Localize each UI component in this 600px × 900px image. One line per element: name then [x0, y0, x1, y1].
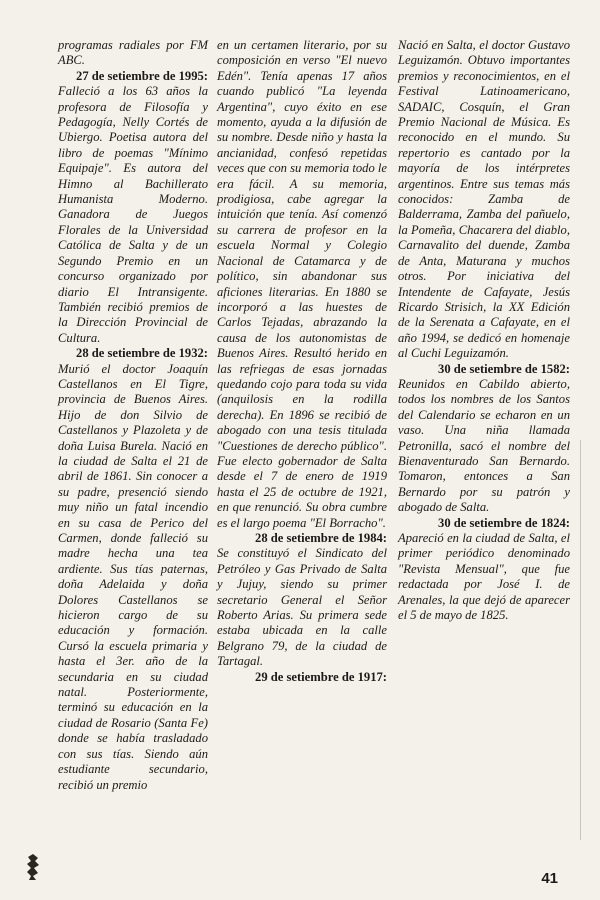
body-text: Falleció a los 63 años la profesora de Filosofía y Pedagogía, Nelly Cortés de Ubiergo. Poetisa autora del libro de poemas "Mínimo Equipaje". Es autora del Himno al Bachillerato Humanista Moderno. Ganadora de Juegos Florales de la Universidad Católica de Salta y de un Segundo Premio en un concurso organizado por diario El Intransigente. También recibió premios de la Dirección Provincial de Cultura. — [58, 84, 208, 345]
body-text: Apareció en la ciudad de Salta, el primer periódico denominado "Revista Mensual", que fue redactada por José I. de Arenales, la que dejó de aparecer el 5 de mayo de 1825. — [398, 531, 570, 623]
body-text: Murió el doctor Joaquín Castellanos en El Tigre, provincia de Buenos Aires. Hijo de don Silvio de Castellanos y Plazoleta y de doña Luisa Burela. Nació en la ciudad de Salta el 21 de abril de 1861. Sin conocer a su padre, presenció siendo muy niño un fatal incendio en su casa de Perico del Carmen, donde falleció su madre hecha una tea ardiente. Sus tías paternas, doña Adelaida y doña Dolores Castellanos se hicieron cargo de su educación y formación. Cursó la escuela primaria y hasta el 3er. año de la secundaria en su ciudad natal. Posteriormente, terminó su educación en la ciudad de Rosario (Santa Fe) donde se había trasladado con sus tías. Siendo aún estudiante secundario, recibió un premio — [58, 361, 208, 792]
body-text: Se constituyó el Sindicato del Petróleo y Gas Privado de Salta y Jujuy, siendo su primer secretario General el Señor Roberto Arias. Su primera sede estaba ubicada en la calle Belgrano 79, de la ciudad de Tartagal. — [217, 546, 387, 669]
body-text: en un certamen literario, por su composición en verso "El nuevo Edén". Tenía apenas 17 años cuando publicó "La leyenda Argentina", cuyo éxito en ese momento, ayuda a la difusión de su nombre. Desde niño y hasta la ancianidad, confesó repetidas veces que con su memoria todo le era fácil. A su memoria, prodigiosa, cabe agregar la intuición que tenía. Así comenzó su carrera de profesor en la escuela Normal y Colegio Nacional de Catamarca y de político, sin abandonar sus aficiones literarias. En 1880 se incorporó a las huestes de Carlos Tejadas, abrazando la causa de los autonomistas de Buenos Aires. Resultó herido en las refriegas de esas jornadas quedando cojo para toda su vida (anquilosis en la rodilla derecha). En 1896 se recibió de abogado con una tesis titulada "Cuestiones de derecho público". Fue electo gobernador de Salta desde el 7 de enero de 1919 hasta el 25 de octubre de 1921, en que renunció. Su obra cumbre es el largo poema "El Borracho". — [217, 38, 387, 530]
decorative-ornament-icon — [24, 852, 42, 882]
entry-date: 28 de setiembre de 1984: — [255, 531, 387, 545]
column-2 — [217, 38, 387, 685]
entry-date: 27 de setiembre de 1995: — [76, 68, 208, 83]
column-1 — [58, 38, 208, 793]
entry-date: 30 de setiembre de 1824: — [438, 515, 570, 530]
entry-date: 30 de setiembre de 1582: — [438, 361, 570, 376]
margin-rule — [580, 440, 587, 840]
column-3 — [398, 38, 570, 623]
page-number: 41 — [541, 870, 558, 887]
body-text: Nació en Salta, el doctor Gustavo Leguizamón. Obtuvo importantes premios y reconocimientos, en el Festival Latinoamericano, SADAIC, Cosquín, el Gran Premio Nacional de Música. Es reconocido en el mundo. Su repertorio es cantado por la mayoría de los intérpretes argentinos. Entre sus temas más conocidos: Zamba de Balderrama, Zamba del pañuelo, la Pomeña, Chacarera del diablo, Carnavalito del duende, Zamba de Anta, Maturana y muchos otros. Por iniciativa del Intendente de Cafayate, Jesús Ricardo Strisich, la XX Edición de la Serenata a Cafayate, en el año 1994, se dedicó en homenaje al Cuchi Leguizamón. — [398, 38, 570, 361]
entry-date: 28 de setiembre de 1932: — [76, 346, 208, 361]
body-text: programas radiales por FM ABC. — [58, 38, 208, 68]
body-text: Reunidos en Cabildo abierto, todos los nombres de los Santos del Calendario se echaron en un vaso. Una niña llamada Petronilla, sacó el nombre del Bienaventurado San Bernardo. Tomaron, entonces a San Bernardo por su patrón y abogado de Salta. — [398, 376, 570, 515]
entry-date: 29 de setiembre de 1917: — [255, 669, 387, 684]
